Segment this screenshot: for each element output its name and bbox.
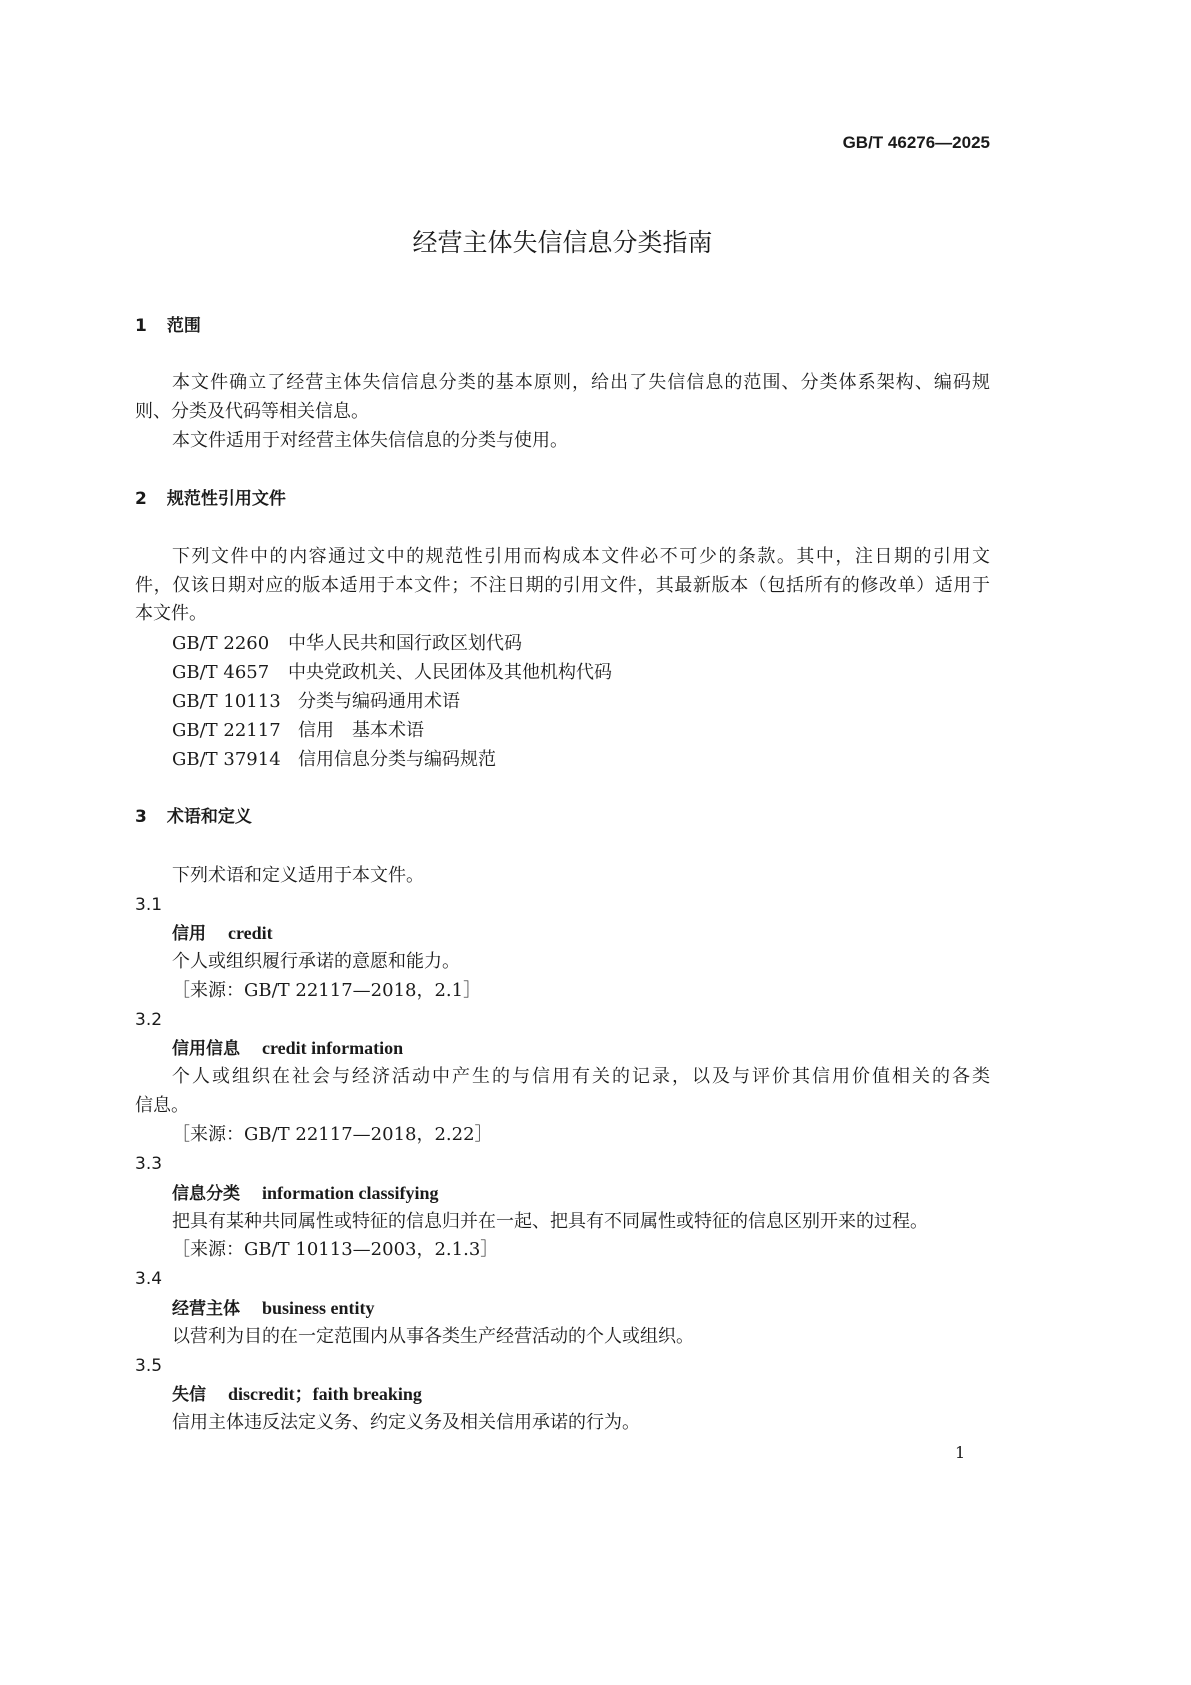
term-source: ［来源：GB/T 10113—2003，2.1.3］ — [172, 1239, 499, 1260]
ref-title: 信用 基本术语 — [298, 720, 424, 741]
term-source: ［来源：GB/T 22117—2018，2.1］ — [172, 980, 482, 1001]
paragraph: 本文件确立了经营主体失信信息分类的基本原则，给出了失信信息的范围、分类体系架构、编码规 — [172, 372, 990, 393]
paragraph: 本文件适用于对经营主体失信信息的分类与使用。 — [172, 430, 568, 451]
ref-code: GB/T 22117 — [172, 720, 281, 741]
standard-number: GB/T 46276—2025 — [842, 133, 990, 152]
section-title: 规范性引用文件 — [166, 489, 286, 509]
term-heading — [172, 1181, 439, 1206]
term-en: information classifying — [262, 1183, 439, 1203]
term-source: ［来源：GB/T 22117—2018，2.22］ — [172, 1124, 493, 1145]
document-title: 经营主体失信信息分类指南 — [412, 228, 713, 257]
term-number: 3.1 — [135, 895, 163, 915]
term-en: credit information — [262, 1038, 404, 1058]
term-zh: 失信 — [172, 1385, 206, 1405]
normative-reference — [172, 748, 496, 772]
term-number: 3.2 — [135, 1010, 163, 1030]
ref-title: 分类与编码通用术语 — [298, 691, 460, 712]
normative-reference — [172, 719, 424, 743]
term-heading — [172, 1036, 403, 1061]
section-number: 1 — [135, 316, 147, 336]
ref-title: 中央党政机关、人民团体及其他机构代码 — [288, 662, 612, 683]
term-number: 3.5 — [135, 1356, 163, 1376]
ref-title: 中华人民共和国行政区划代码 — [288, 633, 522, 654]
section-title: 范围 — [166, 316, 201, 336]
normative-reference — [172, 661, 612, 685]
term-definition: 信息。 — [135, 1095, 189, 1116]
term-en: business entity — [262, 1298, 375, 1318]
section-3-heading — [135, 805, 252, 829]
term-en: discredit；faith breaking — [228, 1384, 422, 1404]
paragraph: 件，仅该日期对应的版本适用于本文件；不注日期的引用文件，其最新版本（包括所有的修改单）适用于 — [135, 575, 990, 596]
section-2-heading — [135, 487, 286, 511]
section-title: 术语和定义 — [166, 807, 252, 827]
term-definition: 把具有某种共同属性或特征的信息归并在一起、把具有不同属性或特征的信息区别开来的过程。 — [172, 1211, 928, 1232]
term-heading — [172, 921, 273, 946]
ref-code: GB/T 4657 — [172, 662, 270, 683]
term-zh: 信息分类 — [172, 1184, 240, 1204]
paragraph: 则、分类及代码等相关信息。 — [135, 401, 369, 422]
page-number: 1 — [955, 1443, 966, 1462]
ref-code: GB/T 2260 — [172, 633, 270, 654]
ref-code: GB/T 37914 — [172, 749, 281, 770]
term-definition: 个人或组织在社会与经济活动中产生的与信用有关的记录，以及与评价其信用价值相关的各类 — [172, 1066, 990, 1087]
normative-reference — [172, 690, 460, 714]
term-en: credit — [228, 923, 273, 943]
term-heading — [172, 1296, 375, 1321]
paragraph: 下列文件中的内容通过文中的规范性引用而构成本文件必不可少的条款。其中，注日期的引用文 — [172, 546, 990, 567]
term-heading — [172, 1382, 422, 1407]
term-definition: 以营利为目的在一定范围内从事各类生产经营活动的个人或组织。 — [172, 1326, 694, 1347]
term-zh: 信用信息 — [172, 1039, 240, 1059]
section-number: 3 — [135, 807, 147, 827]
term-zh: 经营主体 — [172, 1299, 240, 1319]
term-number: 3.3 — [135, 1154, 163, 1174]
section-number: 2 — [135, 489, 147, 509]
paragraph: 本文件。 — [135, 603, 207, 624]
section-1-heading — [135, 314, 201, 338]
paragraph: 下列术语和定义适用于本文件。 — [172, 865, 424, 886]
term-zh: 信用 — [172, 924, 206, 944]
term-number: 3.4 — [135, 1269, 163, 1289]
term-definition: 个人或组织履行承诺的意愿和能力。 — [172, 951, 460, 972]
ref-title: 信用信息分类与编码规范 — [298, 749, 496, 770]
ref-code: GB/T 10113 — [172, 691, 281, 712]
normative-reference — [172, 632, 522, 656]
term-definition: 信用主体违反法定义务、约定义务及相关信用承诺的行为。 — [172, 1412, 640, 1433]
